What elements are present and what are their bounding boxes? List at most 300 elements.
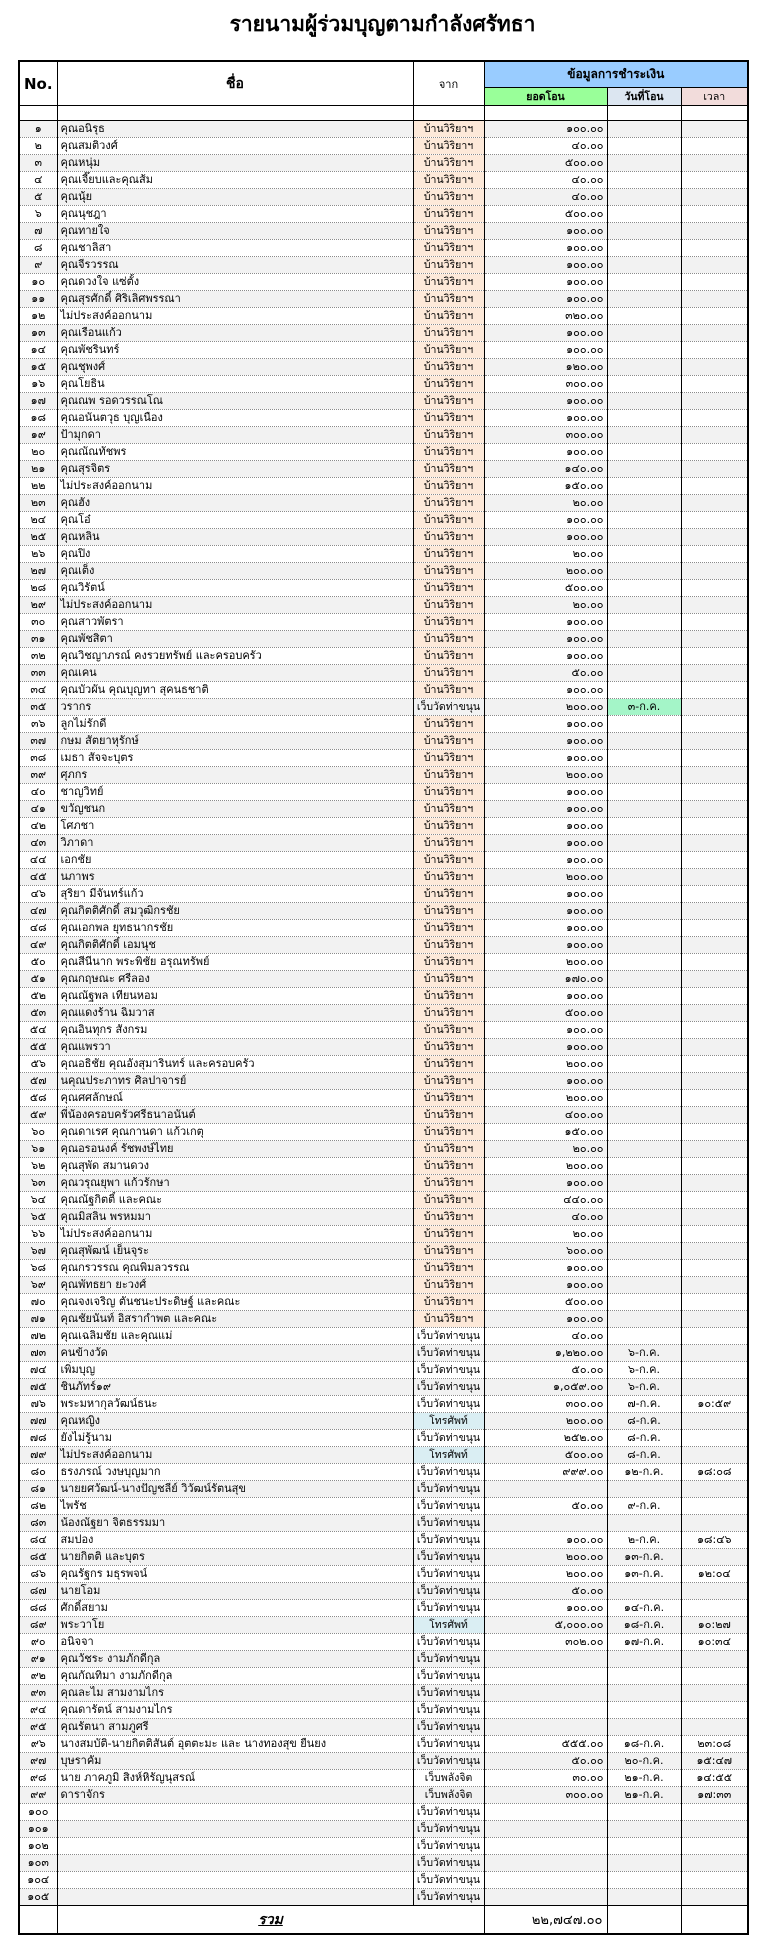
donation-source: เว็บวัดท่าขนุน [413, 1838, 484, 1855]
transfer-date [607, 1107, 681, 1124]
transfer-time [681, 240, 748, 257]
row-no: ๙๑ [19, 1651, 57, 1668]
row-no: ๒๙ [19, 597, 57, 614]
amount: ๕๐.๐๐ [484, 1753, 607, 1770]
table-row [19, 393, 748, 410]
transfer-date: ๑๓-ก.ค. [607, 1549, 681, 1566]
total-row [19, 1906, 748, 1935]
donation-source: บ้านวิริยาฯ [413, 597, 484, 614]
transfer-time: ๑๕:๔๗ [681, 1753, 748, 1770]
donation-source: บ้านวิริยาฯ [413, 937, 484, 954]
row-no: ๕๗ [19, 1073, 57, 1090]
amount: ๒๐๐.๐๐ [484, 869, 607, 886]
transfer-date [607, 410, 681, 427]
row-no: ๙๖ [19, 1736, 57, 1753]
transfer-time [681, 869, 748, 886]
amount: ๕๐.๐๐ [484, 1583, 607, 1600]
transfer-date [607, 733, 681, 750]
table-row [19, 359, 748, 376]
donation-source: บ้านวิริยาฯ [413, 257, 484, 274]
row-no: ๔๘ [19, 920, 57, 937]
transfer-time [681, 1090, 748, 1107]
amount: ๑๐๐.๐๐ [484, 410, 607, 427]
transfer-time [681, 342, 748, 359]
transfer-time [681, 818, 748, 835]
row-no: ๖ [19, 206, 57, 223]
transfer-date [607, 1209, 681, 1226]
row-no: ๒๖ [19, 546, 57, 563]
transfer-date: ๓-ก.ค. [607, 699, 681, 716]
transfer-date: ๑๘-ก.ค. [607, 1736, 681, 1753]
amount: ๖๐๐.๐๐ [484, 1243, 607, 1260]
transfer-date: ๗-ก.ค. [607, 1396, 681, 1413]
donation-source: บ้านวิริยาฯ [413, 308, 484, 325]
row-no: ๙๓ [19, 1685, 57, 1702]
donor-name: คุณแดงร้าน ฉิมวาส [57, 1005, 413, 1022]
transfer-date [607, 1005, 681, 1022]
table-row [19, 869, 748, 886]
row-no: ๑๐๑ [19, 1821, 57, 1838]
transfer-time [681, 1124, 748, 1141]
table-row [19, 1090, 748, 1107]
table-row [19, 716, 748, 733]
table-row [19, 614, 748, 631]
donation-source: เว็บวัดท่าขนุน [413, 1532, 484, 1549]
transfer-date [607, 716, 681, 733]
donation-source: บ้านวิริยาฯ [413, 223, 484, 240]
donation-source: เว็บวัดท่าขนุน [413, 1328, 484, 1345]
row-no: ๑๒ [19, 308, 57, 325]
table-row [19, 274, 748, 291]
transfer-date: ๖-ก.ค. [607, 1379, 681, 1396]
transfer-time: ๑๘:๔๖ [681, 1532, 748, 1549]
transfer-time [681, 444, 748, 461]
donation-source: บ้านวิริยาฯ [413, 1039, 484, 1056]
row-no: ๒ [19, 138, 57, 155]
transfer-date [607, 206, 681, 223]
table-row [19, 801, 748, 818]
transfer-date [607, 1175, 681, 1192]
transfer-date [607, 274, 681, 291]
amount: ๒๐๐.๐๐ [484, 1566, 607, 1583]
table-row [19, 240, 748, 257]
amount: ๕๐.๐๐ [484, 1362, 607, 1379]
table-row [19, 1345, 748, 1362]
transfer-time [681, 1481, 748, 1498]
transfer-date [607, 988, 681, 1005]
transfer-date [607, 869, 681, 886]
donor-name: คุณอธิชัย คุณอังสุมารินทร์ และครอบครัว [57, 1056, 413, 1073]
donor-name: คุณสีนีนาก พระพิชัย อรุณทรัพย์ [57, 954, 413, 971]
donation-source: บ้านวิริยาฯ [413, 1005, 484, 1022]
donor-name: คุณสมติวงศ์ [57, 138, 413, 155]
table-row [19, 1770, 748, 1787]
row-no: ๑ [19, 121, 57, 138]
donation-source: บ้านวิริยาฯ [413, 274, 484, 291]
transfer-time [681, 1821, 748, 1838]
table-row [19, 1532, 748, 1549]
transfer-time [681, 223, 748, 240]
amount: ๔๐.๐๐ [484, 1209, 607, 1226]
amount: ๔๔๐.๐๐ [484, 1192, 607, 1209]
transfer-date [607, 1090, 681, 1107]
row-no: ๑๕ [19, 359, 57, 376]
table-body [19, 106, 748, 1906]
row-no: ๔๕ [19, 869, 57, 886]
donor-name: ขวัญชนก [57, 801, 413, 818]
table-row [19, 733, 748, 750]
donor-name: ไม่ประสงค์ออกนาม [57, 1226, 413, 1243]
donor-name [57, 1889, 413, 1906]
transfer-date [607, 478, 681, 495]
donor-name: บุษราคัม [57, 1753, 413, 1770]
row-no: ๑๗ [19, 393, 57, 410]
amount [484, 1668, 607, 1685]
donor-name: คุณสุพัด สมานดวง [57, 1158, 413, 1175]
row-no: ๓๒ [19, 648, 57, 665]
table-row [19, 1107, 748, 1124]
amount [484, 1515, 607, 1532]
table-row [19, 903, 748, 920]
transfer-date [607, 1260, 681, 1277]
donation-source: เว็บวัดท่าขนุน [413, 1685, 484, 1702]
amount: ๑๐๐.๐๐ [484, 750, 607, 767]
donor-name: คุณเจี๊ยบและคุณส้ม [57, 172, 413, 189]
transfer-date: ๘-ก.ค. [607, 1430, 681, 1447]
row-no: ๒๒ [19, 478, 57, 495]
amount: ๕๐๐.๐๐ [484, 1447, 607, 1464]
transfer-time [681, 954, 748, 971]
row-no: ๙๕ [19, 1719, 57, 1736]
donation-source: เว็บวัดท่าขนุน [413, 1651, 484, 1668]
donor-name: ไพรัช [57, 1498, 413, 1515]
row-no: ๗๖ [19, 1396, 57, 1413]
row-no: ๔๙ [19, 937, 57, 954]
table-row [19, 1379, 748, 1396]
table-row [19, 1226, 748, 1243]
header-time: เวลา [681, 88, 748, 106]
row-no: ๕๓ [19, 1005, 57, 1022]
donation-source: บ้านวิริยาฯ [413, 954, 484, 971]
transfer-time [681, 1243, 748, 1260]
donor-name: คุณนุ้ย [57, 189, 413, 206]
table-row [19, 784, 748, 801]
amount: ๑๐๐.๐๐ [484, 325, 607, 342]
transfer-time [681, 1600, 748, 1617]
table-row [19, 1260, 748, 1277]
transfer-time [681, 733, 748, 750]
donor-name: วรากร [57, 699, 413, 716]
row-no: ๕๘ [19, 1090, 57, 1107]
donor-name: คุณปิง [57, 546, 413, 563]
transfer-time [681, 716, 748, 733]
transfer-date [607, 495, 681, 512]
row-no: ๓๐ [19, 614, 57, 631]
transfer-time [681, 631, 748, 648]
donation-source: บ้านวิริยาฯ [413, 1073, 484, 1090]
donor-name: คุณอรอนงค์ รัชพงษ์ไทย [57, 1141, 413, 1158]
donor-name: คุณเคน [57, 665, 413, 682]
donation-source: บ้านวิริยาฯ [413, 920, 484, 937]
donor-name: คุณณัณทัชพร [57, 444, 413, 461]
donation-source: บ้านวิริยาฯ [413, 869, 484, 886]
amount: ๑,๒๒๐.๐๐ [484, 1345, 607, 1362]
donor-name [57, 1855, 413, 1872]
table-row [19, 835, 748, 852]
table-row [19, 1158, 748, 1175]
transfer-time [681, 376, 748, 393]
table-row [19, 155, 748, 172]
amount [484, 1855, 607, 1872]
transfer-date [607, 546, 681, 563]
transfer-date [607, 1294, 681, 1311]
row-no: ๗๔ [19, 1362, 57, 1379]
transfer-time [681, 988, 748, 1005]
amount: ๑๐๐.๐๐ [484, 937, 607, 954]
row-no: ๘๐ [19, 1464, 57, 1481]
transfer-date [607, 1158, 681, 1175]
transfer-date [607, 291, 681, 308]
table-row [19, 1124, 748, 1141]
donor-name: ศักดิ์สยาม [57, 1600, 413, 1617]
row-no: ๓๑ [19, 631, 57, 648]
donation-source: บ้านวิริยาฯ [413, 1175, 484, 1192]
transfer-date [607, 1039, 681, 1056]
donation-source: บ้านวิริยาฯ [413, 155, 484, 172]
donor-name: คุณฮัง [57, 495, 413, 512]
transfer-date [607, 1124, 681, 1141]
table-row [19, 1005, 748, 1022]
donation-source: บ้านวิริยาฯ [413, 1209, 484, 1226]
transfer-date [607, 1277, 681, 1294]
transfer-date [607, 682, 681, 699]
transfer-time [681, 682, 748, 699]
donation-source: โทรศัพท์ [413, 1413, 484, 1430]
transfer-time [681, 291, 748, 308]
donation-source: บ้านวิริยาฯ [413, 801, 484, 818]
donation-source: บ้านวิริยาฯ [413, 546, 484, 563]
table-row [19, 478, 748, 495]
amount: ๑๐๐.๐๐ [484, 784, 607, 801]
blank-row [19, 106, 748, 121]
total-label: รวม [57, 1906, 484, 1935]
transfer-time [681, 971, 748, 988]
row-no: ๑๐ [19, 274, 57, 291]
transfer-date [607, 937, 681, 954]
donation-source: บ้านวิริยาฯ [413, 138, 484, 155]
total-no-cell [19, 1906, 57, 1935]
row-no: ๓ [19, 155, 57, 172]
transfer-date [607, 750, 681, 767]
row-no: ๕ [19, 189, 57, 206]
transfer-time [681, 1056, 748, 1073]
donation-source: เว็บวัดท่าขนุน [413, 1634, 484, 1651]
amount [484, 1719, 607, 1736]
table-row [19, 1396, 748, 1413]
donor-name: คุณเรือนแก้ว [57, 325, 413, 342]
transfer-date [607, 665, 681, 682]
row-no: ๗๙ [19, 1447, 57, 1464]
amount [484, 1838, 607, 1855]
donor-name: คุณกฤษณะ ศรีลอง [57, 971, 413, 988]
donation-source: บ้านวิริยาฯ [413, 886, 484, 903]
donation-source: เว็บวัดท่าขนุน [413, 1362, 484, 1379]
transfer-date [607, 155, 681, 172]
donor-name: กษม สัตยาหุรักษ์ [57, 733, 413, 750]
transfer-date: ๒๐-ก.ค. [607, 1753, 681, 1770]
donation-source: บ้านวิริยาฯ [413, 716, 484, 733]
row-no: ๒๑ [19, 461, 57, 478]
donor-name: คุณอนันตวุธ บุญเนือง [57, 410, 413, 427]
donor-name: อนิจจา [57, 1634, 413, 1651]
table-row [19, 1175, 748, 1192]
donor-name: ป้ามุกดา [57, 427, 413, 444]
table-row [19, 818, 748, 835]
transfer-time: ๑๔:๕๕ [681, 1770, 748, 1787]
donation-source: บ้านวิริยาฯ [413, 665, 484, 682]
row-no: ๖๒ [19, 1158, 57, 1175]
donor-name: คุณแพรวา [57, 1039, 413, 1056]
amount: ๑๔๐.๐๐ [484, 461, 607, 478]
table-row [19, 189, 748, 206]
donor-name: ชินภัทร์๑๙ [57, 1379, 413, 1396]
transfer-date: ๑๓-ก.ค. [607, 1566, 681, 1583]
donor-name: คุณณัฐกิตติ์ และคณะ [57, 1192, 413, 1209]
amount: ๒๐.๐๐ [484, 546, 607, 563]
donation-source: บ้านวิริยาฯ [413, 1141, 484, 1158]
row-no: ๖๐ [19, 1124, 57, 1141]
transfer-time [681, 325, 748, 342]
row-no: ๖๙ [19, 1277, 57, 1294]
row-no: ๒๗ [19, 563, 57, 580]
donor-name: คุณละไม สามงามไกร [57, 1685, 413, 1702]
donation-source: บ้านวิริยาฯ [413, 461, 484, 478]
donor-name [57, 1838, 413, 1855]
donation-source: บ้านวิริยาฯ [413, 971, 484, 988]
transfer-date [607, 257, 681, 274]
transfer-time [681, 648, 748, 665]
transfer-time [681, 580, 748, 597]
donation-source: เว็บวัดท่าขนุน [413, 1668, 484, 1685]
transfer-date [607, 1668, 681, 1685]
table-row [19, 1787, 748, 1804]
amount: ๑๐๐.๐๐ [484, 512, 607, 529]
transfer-date [607, 1328, 681, 1345]
transfer-time [681, 852, 748, 869]
table-row [19, 1634, 748, 1651]
amount: ๒๐๐.๐๐ [484, 1549, 607, 1566]
transfer-time [681, 1379, 748, 1396]
row-no: ๑๐๓ [19, 1855, 57, 1872]
amount: ๕๐๐.๐๐ [484, 1294, 607, 1311]
transfer-time [681, 801, 748, 818]
donor-name: คุณสุรจิตร [57, 461, 413, 478]
transfer-date [607, 1855, 681, 1872]
transfer-time [681, 172, 748, 189]
amount: ๑๐๐.๐๐ [484, 1532, 607, 1549]
donation-source: บ้านวิริยาฯ [413, 427, 484, 444]
amount: ๑๐๐.๐๐ [484, 852, 607, 869]
transfer-time [681, 1328, 748, 1345]
amount [484, 1889, 607, 1906]
transfer-date [607, 1651, 681, 1668]
transfer-time [681, 1685, 748, 1702]
amount: ๔๐.๐๐ [484, 138, 607, 155]
donor-name: คุณหลิน [57, 529, 413, 546]
row-no: ๘ [19, 240, 57, 257]
transfer-date [607, 801, 681, 818]
table-row [19, 767, 748, 784]
donation-source: โทรศัพท์ [413, 1447, 484, 1464]
row-no: ๕๕ [19, 1039, 57, 1056]
donation-source: เว็บวัดท่าขนุน [413, 1736, 484, 1753]
donor-name: คุณโยธิน [57, 376, 413, 393]
transfer-time [681, 1226, 748, 1243]
donor-name: คุณรัตนา สามภูศรี [57, 1719, 413, 1736]
donor-name: นภาพร [57, 869, 413, 886]
row-no: ๘๑ [19, 1481, 57, 1498]
donation-source: บ้านวิริยาฯ [413, 631, 484, 648]
donor-name: นายยศวัฒน์-นางปัญชลีย์ วิวัฒน์รัตนสุข [57, 1481, 413, 1498]
transfer-time [681, 410, 748, 427]
table-row [19, 1872, 748, 1889]
transfer-date [607, 1192, 681, 1209]
donation-source: บ้านวิริยาฯ [413, 1158, 484, 1175]
transfer-time [681, 920, 748, 937]
row-no: ๙๘ [19, 1770, 57, 1787]
transfer-date [607, 580, 681, 597]
donor-name [57, 1872, 413, 1889]
amount: ๑๐๐.๐๐ [484, 801, 607, 818]
row-no: ๗๕ [19, 1379, 57, 1396]
transfer-date [607, 835, 681, 852]
table-row [19, 1753, 748, 1770]
row-no: ๙๙ [19, 1787, 57, 1804]
table-row [19, 1549, 748, 1566]
transfer-time [681, 495, 748, 512]
amount [484, 1685, 607, 1702]
row-no: ๖๗ [19, 1243, 57, 1260]
transfer-time [681, 750, 748, 767]
transfer-time: ๑๐:๕๙ [681, 1396, 748, 1413]
amount: ๒๐.๐๐ [484, 495, 607, 512]
row-no: ๑๐๔ [19, 1872, 57, 1889]
donation-source: บ้านวิริยาฯ [413, 563, 484, 580]
transfer-date: ๑๔-ก.ค. [607, 1600, 681, 1617]
transfer-date [607, 1141, 681, 1158]
row-no: ๒๘ [19, 580, 57, 597]
donor-name: วิภาดา [57, 835, 413, 852]
table-row [19, 1617, 748, 1634]
row-no: ๓๘ [19, 750, 57, 767]
donor-name: คุณกรวรรณ คุณพิมลวรรณ [57, 1260, 413, 1277]
donor-name: พระวาโย [57, 1617, 413, 1634]
donation-source: บ้านวิริยาฯ [413, 835, 484, 852]
row-no: ๑๐๕ [19, 1889, 57, 1906]
donation-source: บ้านวิริยาฯ [413, 291, 484, 308]
table-row [19, 971, 748, 988]
donor-name: คุณศศลักษณ์ [57, 1090, 413, 1107]
transfer-date: ๘-ก.ค. [607, 1413, 681, 1430]
transfer-date: ๑๘-ก.ค. [607, 1617, 681, 1634]
table-row [19, 461, 748, 478]
table-row [19, 1668, 748, 1685]
table-row [19, 682, 748, 699]
donation-source: เว็บวัดท่าขนุน [413, 1396, 484, 1413]
amount: ๑๗๐.๐๐ [484, 971, 607, 988]
amount: ๑๐๐.๐๐ [484, 886, 607, 903]
amount: ๑,๐๕๙.๐๐ [484, 1379, 607, 1396]
